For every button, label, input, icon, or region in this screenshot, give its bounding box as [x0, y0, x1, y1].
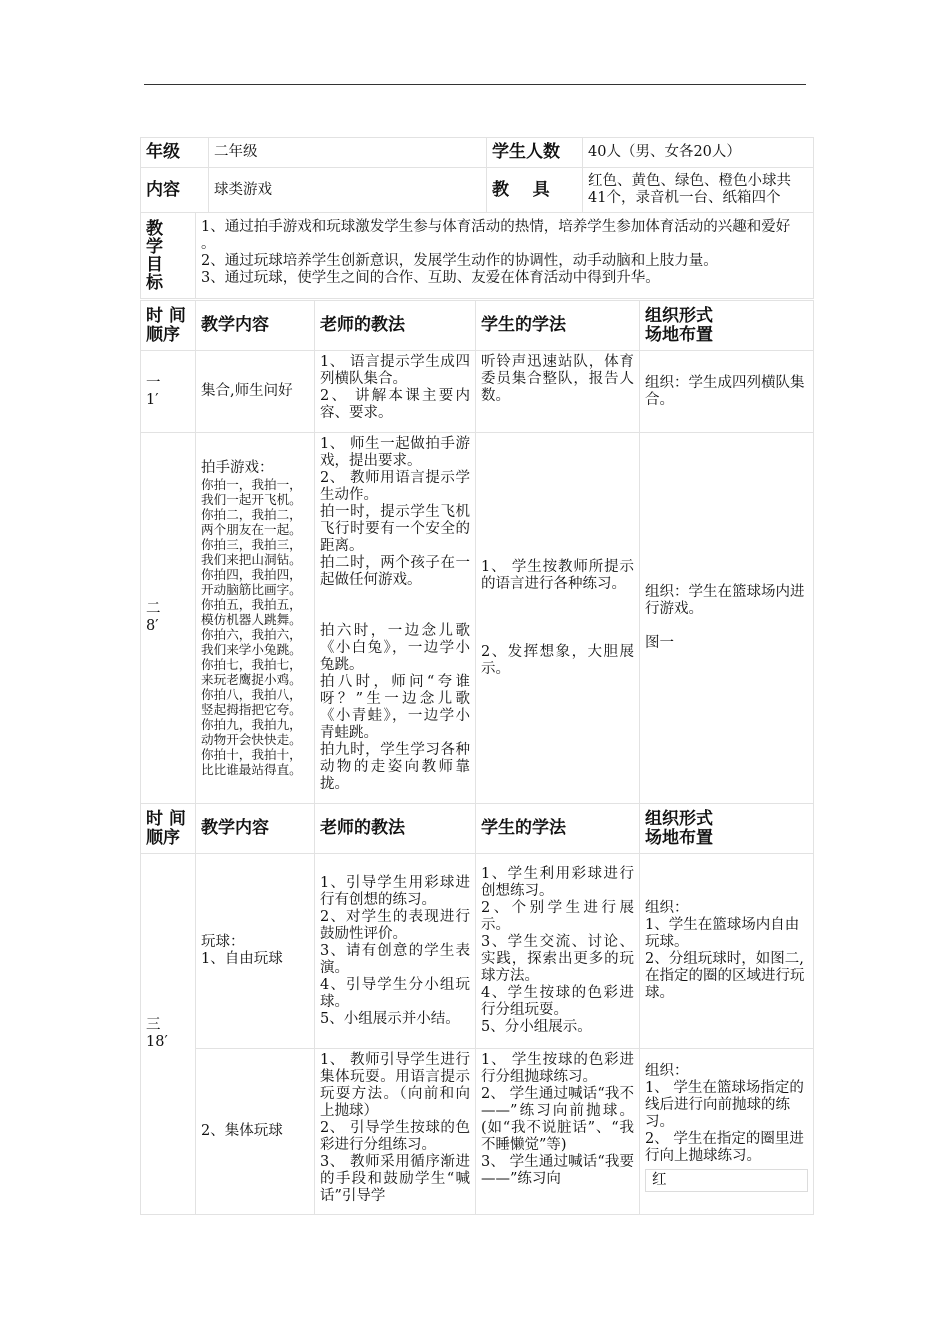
goal-item: 3、通过玩球，使学生之间的合作、互助、友爱在体育活动中得到升华。 — [201, 270, 660, 286]
diagram-label-box: 红 — [645, 1169, 808, 1192]
header-order: 时 间 顺序 — [141, 804, 196, 854]
goals-content — [196, 213, 814, 299]
header-org: 组织形式 场地布置 — [640, 804, 814, 854]
row3b-student: 1、 学生按球的色彩进行分组抛球练习。 2、 学生通过喊话“我不——”练习向前抛球。(如“我不说脏话”、“我不睡懒觉”等) 3、 学生通过喊话“我要——”练习向 — [476, 1049, 640, 1215]
row3b-org: 组织： 1、 学生在篮球场指定的线后进行向前抛球的练习。 2、 学生在指定的圈里进行向上抛球练习。 红 — [640, 1049, 814, 1215]
students-label: 学生人数 — [487, 138, 583, 168]
row1-content: 集合,师生问好 — [196, 351, 315, 433]
goals-label-char: 教 — [146, 218, 163, 239]
header-rule — [144, 84, 806, 85]
header-content: 教学内容 — [196, 301, 315, 351]
row2-order: 二 8′ — [141, 433, 196, 804]
goals-table — [140, 212, 814, 299]
row2-content: 拍手游戏： 你拍一，我拍一， 我们一起开飞机。 你拍二，我拍二， 两个朋友在一起。 你拍三，我拍三， 我们来把山洞钻。 你拍四，我拍四， 开动脑筋比画字。 你拍五，我拍五， 模仿机器人跳舞。 你拍六，我拍六， 我们来学小兔跳。 你拍七，我拍七， 来玩老鹰捉小鸡。 你拍八，我拍八， 竖起拇指把它夸。 你拍九，我拍九， 动物开会快快走。 你拍十，我拍十， 比比谁最站得直。 — [196, 433, 315, 804]
goals-label-char: 学 — [146, 236, 163, 257]
row1-student: 听铃声迅速站队，体育委员集合整队，报告人数。 — [476, 351, 640, 433]
goals-label-char: 标 — [146, 272, 163, 293]
lesson-table — [140, 300, 814, 1215]
row2-student: 1、 学生按教师所提示的语言进行各种练习。 2、发挥想象，大胆展示。 — [476, 433, 640, 804]
row1-org: 组织：学生成四列横队集合。 — [640, 351, 814, 433]
row2-teacher: 1、 师生一起做拍手游戏，提出要求。 2、 教师用语言提示学生动作。 拍一时，提示学生飞机飞行时要有一个安全的距离。 拍二时，两个孩子在一起做任何游戏。 拍六时，一边念儿歌《小白兔》，一边学小兔跳。 拍八时，师问“夸谁呀？”生一边念儿歌《小青蛙》，一边学小青蛙跳。 拍九时，学生学习各种动物的走姿向教师靠拢。 — [315, 433, 476, 804]
equipment-label: 教 具 — [487, 168, 583, 213]
table-row — [141, 433, 814, 804]
content-value: 球类游戏 — [209, 168, 487, 213]
row2-org: 组织：学生在篮球场内进行游戏。 图一 — [640, 433, 814, 804]
row3b-teacher: 1、 教师引导学生进行集体玩耍。用语言提示玩耍方法。（向前和向上抛球） 2、 引导学生按球的色彩进行分组练习。 3、 教师采用循序渐进的手段和鼓励学生“喊话”引导学 — [315, 1049, 476, 1215]
header-row — [141, 804, 814, 854]
header-student: 学生的学法 — [476, 301, 640, 351]
equipment-value: 红色、黄色、绿色、橙色小球共41个，录音机一台、纸箱四个 — [583, 168, 814, 213]
row3a-teacher: 1、引导学生用彩球进行有创想的练习。 2、对学生的表现进行鼓励性评价。 3、请有创意的学生表演。 4、引导学生分小组玩球。 5、小组展示并小结。 — [315, 854, 476, 1049]
header-teacher: 老师的教法 — [315, 301, 476, 351]
info-table — [140, 137, 814, 213]
row3a-student: 1、学生利用彩球进行创想练习。 2、个别学生进行展示。 3、学生交流、讨论、实践，探索出更多的玩球方法。 4、学生按球的色彩进行分组玩耍。 5、分小组展示。 — [476, 854, 640, 1049]
row3a-org: 组织： 1、学生在篮球场内自由玩球。 2、分组玩球时，如图二,在指定的圈的区域进行玩球。 — [640, 854, 814, 1049]
grade-label: 年级 — [141, 138, 209, 168]
header-row — [141, 301, 814, 351]
table-row — [141, 1049, 814, 1215]
header-content: 教学内容 — [196, 804, 315, 854]
header-order: 时 间 顺序 — [141, 301, 196, 351]
row3a-content: 玩球： 1、自由玩球 — [196, 854, 315, 1049]
grade-value: 二年级 — [209, 138, 487, 168]
row3b-content: 2、集体玩球 — [196, 1049, 315, 1215]
header-student: 学生的学法 — [476, 804, 640, 854]
row1-teacher: 1、 语言提示学生成四列横队集合。 2、 讲解本课主要内容、要求。 — [315, 351, 476, 433]
goals-label — [141, 213, 196, 299]
students-value: 40人（男、女各20人） — [583, 138, 814, 168]
header-teacher: 老师的教法 — [315, 804, 476, 854]
row3-order: 三 18′ — [141, 854, 196, 1215]
table-row — [141, 351, 814, 433]
row1-order: 一 1′ — [141, 351, 196, 433]
table-row — [141, 854, 814, 1049]
figure-ref: 图一 — [645, 635, 674, 651]
header-org: 组织形式 场地布置 — [640, 301, 814, 351]
goal-item: 2、通过玩球培养学生创新意识，发展学生动作的协调性，动手动脑和上肢力量。 — [201, 253, 718, 269]
goals-label-char: 目 — [146, 254, 163, 275]
content-label: 内容 — [141, 168, 209, 213]
goal-item: 1、通过拍手游戏和玩球激发学生参与体育活动的热情，培养学生参加体育活动的兴趣和爱好 。 — [201, 219, 791, 252]
clapping-rhyme: 你拍一，我拍一， 我们一起开飞机。 你拍二，我拍二， 两个朋友在一起。 你拍三，我拍三， 我们来把山洞钻。 你拍四，我拍四， 开动脑筋比画字。 你拍五，我拍五， 模仿机器人跳舞。 你拍六，我拍六， 我们来学小兔跳。 你拍七，我拍七， 来玩老鹰捉小鸡。 你拍八，我拍八， 竖起拇指把它夸。 你拍九，我拍九， 动物开会快快走。 你拍十，我拍十， 比比谁最站得直。 — [201, 476, 302, 777]
